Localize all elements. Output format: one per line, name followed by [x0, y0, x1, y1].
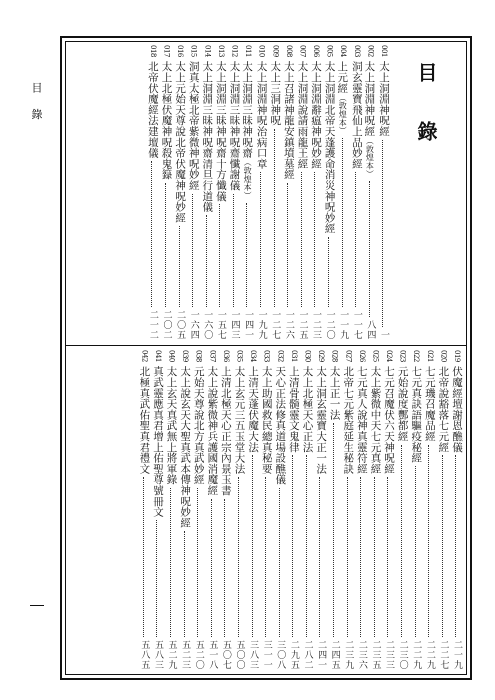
entry-title — [354, 366, 368, 474]
toc-entry[interactable] — [327, 350, 341, 670]
entry-page: 五八三 — [152, 640, 163, 670]
entry-page: 一二五 — [297, 310, 308, 340]
entry-title — [449, 366, 463, 452]
entry-title — [268, 61, 282, 126]
entry-title — [349, 61, 363, 169]
entry-title-text: 七元真人說神真靈符經 — [355, 366, 368, 474]
toc-entry[interactable] — [300, 350, 314, 670]
leader-dots — [347, 477, 348, 637]
leader-dots — [442, 455, 443, 637]
toc-entry[interactable] — [191, 350, 205, 670]
entry-page: 五〇〇 — [234, 640, 245, 670]
leader-dots — [184, 531, 185, 637]
entry-page: 五一八 — [207, 640, 218, 670]
entry-number: 031 — [289, 350, 298, 362]
entry-number: 013 — [216, 45, 225, 57]
entry-note: （敦煌本） — [365, 136, 375, 179]
entry-number: 036 — [221, 350, 230, 362]
entry-title — [137, 366, 151, 474]
entry-title — [313, 366, 327, 474]
entry-page: 二一九 — [452, 640, 462, 670]
entry-page: 一六四 — [188, 310, 199, 340]
entry-title-text: 太上洞淵神呪經 — [363, 61, 376, 137]
entry-page: 二四五 — [329, 640, 340, 670]
entry-number: 030 — [303, 350, 312, 362]
entry-title-text: 太上洞玄靈寶大正一法 — [315, 366, 328, 474]
entry-page: 三八三 — [248, 640, 259, 670]
entry-title — [273, 366, 287, 485]
entry-number: 016 — [176, 45, 185, 57]
entry-title — [150, 366, 164, 517]
entry-number: 029 — [317, 350, 326, 362]
entry-title — [363, 61, 377, 178]
toc-entry[interactable] — [213, 45, 227, 340]
toc-entry[interactable] — [218, 350, 232, 670]
leader-dots — [292, 455, 293, 637]
leader-dots — [401, 445, 402, 637]
entry-title-text: 北帝七元紫庭延生秘訣 — [342, 366, 355, 474]
entry-title-text: 太上玄元三五玉堂大法 — [233, 366, 246, 474]
entry-page: 一一七 — [351, 310, 362, 340]
entry-title-text: 北極真武佑聖真君禮文 — [138, 366, 151, 474]
leader-dots — [355, 172, 356, 307]
entry-number: 023 — [398, 350, 407, 362]
entry-title-text: 太上洞淵神呪經 — [378, 61, 390, 137]
entry-title — [227, 61, 241, 191]
entry-title-text: 太上三洞神呪 — [269, 61, 282, 126]
entry-title — [218, 366, 232, 496]
leader-dots — [415, 466, 416, 637]
leader-dots — [224, 499, 225, 637]
leader-dots — [170, 488, 171, 637]
toc-entry[interactable] — [178, 350, 192, 670]
entry-title — [286, 366, 300, 452]
entry-title-text: 北帝伏魔經法建壇儀 — [146, 61, 159, 159]
entry-number: 007 — [298, 45, 307, 57]
entry-title-text: 太上助國救民總真秘要 — [260, 366, 273, 474]
leader-dots — [233, 194, 234, 307]
toc-entry[interactable] — [308, 45, 322, 340]
entry-title — [422, 366, 436, 442]
entry-page: 一四三 — [229, 310, 240, 340]
entry-page: 一四一 — [243, 310, 254, 340]
entry-title-text: 上清北極天心正宗內景玉書 — [219, 366, 232, 496]
entry-page: 二二七 — [438, 640, 449, 670]
leader-dots — [319, 477, 320, 637]
entry-page: 五二九 — [166, 640, 177, 670]
toc-entry[interactable] — [232, 350, 246, 670]
page-number-mark — [30, 605, 44, 606]
leader-dots — [369, 181, 370, 317]
entry-number: 025 — [371, 350, 380, 362]
entry-page: 二〇二 — [161, 310, 172, 340]
toc-entry[interactable] — [376, 45, 390, 340]
entry-page: 二四一 — [316, 640, 327, 670]
entry-page: 二三六 — [356, 640, 367, 670]
entry-number: 001 — [380, 45, 388, 57]
toc-entry[interactable] — [354, 350, 368, 670]
entry-number: 008 — [284, 45, 293, 57]
entry-title-text: 洞真太極北帝紫微神呪妙經 — [187, 61, 200, 191]
entry-number: 037 — [208, 350, 217, 362]
entry-page: 二二九 — [424, 640, 435, 670]
leader-dots — [301, 172, 302, 307]
leader-dots — [374, 477, 375, 637]
entry-number: 024 — [385, 350, 394, 362]
toc-entry[interactable] — [409, 350, 423, 670]
entry-number: 018 — [148, 45, 157, 57]
toc-entry[interactable] — [295, 45, 309, 340]
entry-title — [186, 61, 200, 191]
running-head: 目 錄 — [30, 82, 43, 126]
entry-page: 一二七 — [270, 310, 281, 340]
entry-title-text: 太上正一法 — [328, 366, 341, 420]
entry-title — [159, 61, 173, 180]
entry-title-text: 伏魔經壇謝恩醮儀 — [451, 366, 463, 453]
leader-dots — [143, 477, 144, 637]
toc-entry[interactable] — [150, 350, 164, 670]
entry-page: 二三五 — [370, 640, 381, 670]
entry-title — [376, 61, 390, 137]
entry-number: 041 — [153, 350, 162, 362]
entry-title-text: 太上洞淵神呪治病口章 — [255, 61, 268, 169]
entry-number: 005 — [325, 45, 334, 57]
entry-number: 003 — [352, 45, 361, 57]
entry-page: 八四 — [365, 320, 376, 340]
entry-number: 014 — [203, 45, 212, 57]
entry-title-text: 太上洞淵三昧神呪齋懺謝儀 — [228, 61, 241, 191]
toc-entry[interactable] — [381, 350, 395, 670]
entry-number: 026 — [357, 350, 366, 362]
entry-title — [178, 366, 192, 528]
entry-number: 038 — [194, 350, 203, 362]
entry-title-text: 太上洞淵北帝天蓬護命消災神呪妙經 — [323, 61, 336, 234]
leader-dots — [455, 455, 456, 637]
leader-dots — [333, 423, 334, 637]
entry-number: 028 — [330, 350, 339, 362]
entry-number: 040 — [167, 350, 176, 362]
entry-number: 032 — [276, 350, 285, 362]
entry-title — [281, 61, 295, 180]
entry-page: 五二三 — [180, 640, 191, 670]
entry-title — [409, 366, 423, 463]
entry-title-text: 洞玄靈寶飛仙上品妙經 — [350, 61, 363, 169]
entry-title-text: 太上洞淵三昧神呪齋清旦行道儀 — [201, 61, 214, 213]
leader-dots — [274, 129, 275, 307]
leader-dots — [260, 172, 261, 307]
leader-dots — [306, 455, 307, 637]
entry-title-text: 元始說度酆都經 — [396, 366, 409, 442]
entry-page: 五八五 — [139, 640, 150, 670]
entry-number: 017 — [162, 45, 171, 57]
entry-page: 一二六 — [283, 310, 294, 340]
toc-entry[interactable] — [205, 350, 219, 670]
entry-title-text: 太上玄天真武無上將軍錄 — [165, 366, 178, 485]
leader-dots — [238, 477, 239, 637]
entry-title-text: 上元經 — [336, 61, 349, 94]
entry-title-text: 太上洞淵說請雨龍王經 — [296, 61, 309, 169]
entry-title — [145, 61, 159, 158]
entry-title — [200, 61, 214, 212]
entry-title-text: 太上元始天尊說北帝伏魔神呪妙經 — [174, 61, 187, 223]
entry-title — [381, 366, 395, 474]
leader-dots — [151, 161, 152, 307]
entry-title-text: 上清天蓬伏魔大法 — [247, 366, 260, 453]
entry-title-text: 七元真訣語驅疫秘經 — [410, 366, 423, 464]
entry-page: 二九五 — [288, 640, 299, 670]
toc-upper-block — [80, 45, 390, 340]
toc-entry[interactable] — [227, 45, 241, 340]
entry-number: 010 — [257, 45, 266, 57]
leader-dots — [197, 488, 198, 637]
entry-title — [436, 366, 450, 452]
middle-rule — [65, 345, 467, 346]
toc-entry[interactable] — [363, 45, 377, 340]
entry-number: 022 — [412, 350, 421, 362]
entry-page: 三〇八 — [275, 640, 286, 670]
entry-title-text: 太上紫微中天七元真經 — [369, 366, 382, 474]
entry-page: 二〇五 — [175, 310, 186, 340]
toc-entry[interactable] — [322, 45, 336, 340]
entry-title — [308, 61, 322, 169]
entry-title-text: 天心正法修真道場設醮儀 — [274, 366, 287, 485]
toc-heading: 目 錄 — [414, 62, 438, 157]
entry-number: 039 — [181, 350, 190, 362]
leader-dots — [219, 204, 220, 307]
toc-entry[interactable] — [240, 45, 254, 340]
toc-entry[interactable] — [137, 350, 151, 670]
leader-dots — [252, 455, 253, 637]
entry-page: 一二〇 — [324, 310, 335, 340]
entry-title-text: 太上說玄天大聖真武本傳神呪妙經 — [179, 366, 192, 528]
entry-title — [259, 366, 273, 474]
entry-title-text: 太上洞淵三昧神呪齋十方懺儀 — [214, 61, 227, 202]
toc-entry[interactable] — [173, 45, 187, 340]
toc-entry[interactable] — [349, 45, 363, 340]
entry-number: 009 — [271, 45, 280, 57]
toc-entry[interactable] — [341, 350, 355, 670]
entry-number: 020 — [439, 350, 448, 362]
entry-title — [395, 366, 409, 442]
entry-title — [341, 366, 355, 474]
leader-dots — [428, 445, 429, 637]
entry-title-text: 七元召魔伏六天神呪經 — [383, 366, 396, 474]
toc-entry[interactable] — [246, 350, 260, 670]
leader-dots — [192, 194, 193, 307]
entry-title — [368, 366, 382, 474]
leader-dots — [387, 477, 388, 637]
leader-dots — [156, 520, 157, 637]
leader-dots — [206, 215, 207, 307]
entry-page: 二一二 — [147, 310, 158, 340]
leader-dots — [211, 499, 212, 637]
entry-page: 二三〇 — [397, 640, 408, 670]
toc-entry[interactable] — [336, 45, 350, 340]
entry-page: 一五七 — [215, 310, 226, 340]
toc-entry[interactable] — [145, 45, 159, 340]
toc-entry[interactable] — [313, 350, 327, 670]
entry-number: 019 — [453, 350, 461, 362]
entry-title — [173, 61, 187, 223]
entry-number: 033 — [262, 350, 271, 362]
entry-title — [205, 366, 219, 496]
entry-title — [213, 61, 227, 201]
toc-entry[interactable] — [273, 350, 287, 670]
entry-title — [327, 366, 341, 420]
entry-page: 二三九 — [343, 640, 354, 670]
entry-page: 二二九 — [411, 640, 422, 670]
entry-page: 一二三 — [311, 310, 322, 340]
entry-title-text: 太上洞淵辭瘟神呪妙經 — [310, 61, 323, 169]
entry-number: 015 — [189, 45, 198, 57]
toc-entry[interactable] — [186, 45, 200, 340]
entry-number: 012 — [230, 45, 239, 57]
entry-page: 一 — [379, 330, 389, 340]
entry-number: 002 — [366, 45, 375, 57]
toc-entry[interactable] — [164, 350, 178, 670]
entry-title-text: 上清骨髓靈文鬼律 — [287, 366, 300, 453]
leader-dots — [165, 183, 166, 307]
leader-dots — [382, 140, 383, 327]
entry-page: 五二〇 — [193, 640, 204, 670]
entry-number: 006 — [312, 45, 321, 57]
entry-title — [164, 366, 178, 485]
entry-page: 五〇七 — [220, 640, 231, 670]
leader-dots — [360, 477, 361, 637]
entry-title — [254, 61, 268, 169]
toc-entry[interactable] — [268, 45, 282, 340]
entry-title-text: 太上說紫微神兵護國消魔經 — [206, 366, 219, 496]
entry-page: 二三三 — [384, 640, 395, 670]
entry-number: 034 — [249, 350, 258, 362]
toc-entry[interactable] — [259, 350, 273, 670]
entry-number: 042 — [140, 350, 149, 362]
entry-title-text: 北帝說豁落七元經 — [437, 366, 450, 453]
toc-entry[interactable] — [200, 45, 214, 340]
entry-title-text: 太上北極伏魔神呪殺鬼籙 — [160, 61, 173, 180]
leader-dots — [279, 488, 280, 637]
entry-number: 011 — [244, 45, 253, 57]
toc-entry[interactable] — [449, 350, 463, 670]
entry-page: 一九九 — [256, 310, 267, 340]
entry-title — [246, 366, 260, 452]
toc-entry[interactable] — [286, 350, 300, 670]
entry-title-text: 元始天尊說北方真武妙經 — [192, 366, 205, 485]
leader-dots — [265, 477, 266, 637]
entry-page: 一一九 — [338, 310, 349, 340]
leader-dots — [314, 172, 315, 307]
entry-title — [232, 366, 246, 474]
leader-dots — [328, 237, 329, 307]
entry-title-text: 太上北極天心正法 — [301, 366, 314, 453]
toc-entry[interactable] — [395, 350, 409, 670]
entry-title-text: 真武靈應真君增上佑聖尊號冊文 — [151, 366, 164, 518]
entry-title-text: 七元璣召魔品經 — [423, 366, 436, 442]
entry-title — [322, 61, 336, 234]
entry-title — [191, 366, 205, 485]
entry-title-text: 太上召諸神龍安鎮墳墓經 — [282, 61, 295, 180]
entry-title — [295, 61, 309, 169]
entry-title-text: 太上洞淵三昧神呪齋 — [241, 61, 254, 159]
leader-dots — [179, 226, 180, 307]
entry-page: 三一一 — [261, 640, 272, 670]
leader-dots — [342, 138, 343, 307]
toc-lower-block — [125, 350, 463, 670]
toc-entry[interactable] — [159, 45, 173, 340]
toc-entry[interactable] — [368, 350, 382, 670]
toc-entry[interactable] — [422, 350, 436, 670]
toc-entry[interactable] — [436, 350, 450, 670]
entry-title — [336, 61, 350, 135]
entry-number: 035 — [235, 350, 244, 362]
leader-dots — [246, 203, 247, 307]
entry-title — [240, 61, 254, 200]
entry-page: 二八二 — [302, 640, 313, 670]
entry-page: 一六〇 — [202, 310, 213, 340]
entry-note: （敦煌本） — [243, 158, 253, 200]
toc-entry[interactable] — [254, 45, 268, 340]
entry-number: 004 — [339, 45, 348, 57]
entry-title — [300, 366, 314, 452]
toc-entry[interactable] — [281, 45, 295, 340]
entry-note: （敦煌本） — [338, 93, 348, 135]
entry-number: 021 — [425, 350, 434, 362]
leader-dots — [287, 183, 288, 307]
entry-number: 027 — [344, 350, 353, 362]
